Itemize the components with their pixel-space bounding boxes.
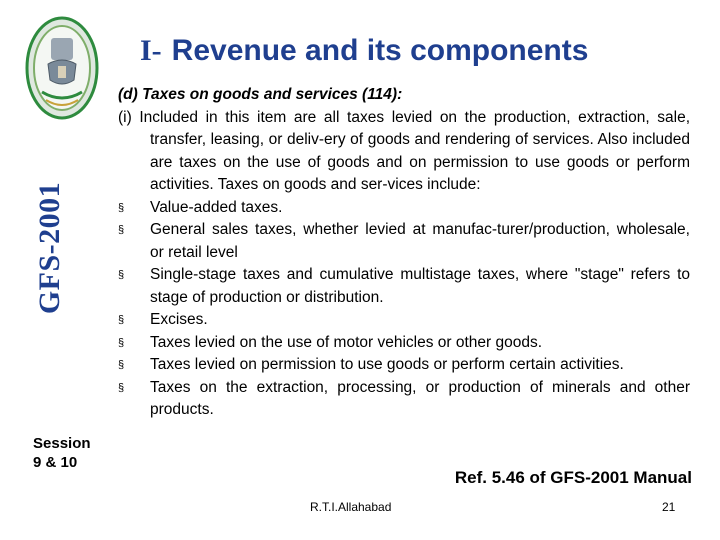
session-label [33,434,91,472]
bullet-icon: § [118,314,125,326]
bullet-icon: § [118,269,125,281]
session-text: Session [33,435,91,452]
bullet-item [118,264,690,309]
bullet-text: Value-added taxes. [150,198,283,216]
intro-paragraph: (i) Included in this item are all taxes levied on the production, extraction, sale, transfer, leasing, or deliv-ery of goods and rendering of services. Also included are taxes on the use of goods and on permission to use goods or perform activities. Taxes on goods and ser-vices include: [118,108,690,193]
bullet-item [118,377,690,422]
bullet-item [118,219,690,264]
bullet-icon: § [118,381,125,394]
section-heading: (d) Taxes on goods and services (114): [118,86,403,103]
bullet-text: Single-stage taxes and cumulative multistage taxes, where "stage" refers to stage of production or distribution. [150,266,690,306]
bullet-list [118,197,690,422]
bullet-icon: § [118,201,125,214]
session-number: 9 & 10 [33,454,78,471]
emblem-logo [24,14,100,122]
footer-text: R.T.I.Allahabad [310,500,392,514]
vertical-title: GFS-2001 [33,181,66,315]
bullet-item [118,197,690,220]
bullet-icon: § [118,359,125,371]
bullet-text: Taxes levied on permission to use goods or perform certain activities. [150,356,624,373]
title-roman-numeral: I- [140,34,162,67]
bullet-text: General sales taxes, whether levied at manufac-turer/production, wholesale, or retail level [150,221,690,261]
slide-content [118,84,690,422]
title-text: Revenue and its components [171,34,589,67]
bullet-item [118,354,690,377]
bullet-item [118,332,690,355]
bullet-text: Excises. [150,311,208,328]
page-title [140,34,588,68]
page-number: 21 [662,500,676,514]
bullet-text: Taxes on the extraction, processing, or production of minerals and other products. [150,378,690,418]
bullet-icon: § [118,224,125,236]
bullet-text: Taxes levied on the use of motor vehicles or other goods. [150,333,543,351]
bullet-icon: § [118,336,125,349]
bullet-item [118,309,690,332]
reference-note: Ref. 5.46 of GFS-2001 Manual [454,468,692,487]
